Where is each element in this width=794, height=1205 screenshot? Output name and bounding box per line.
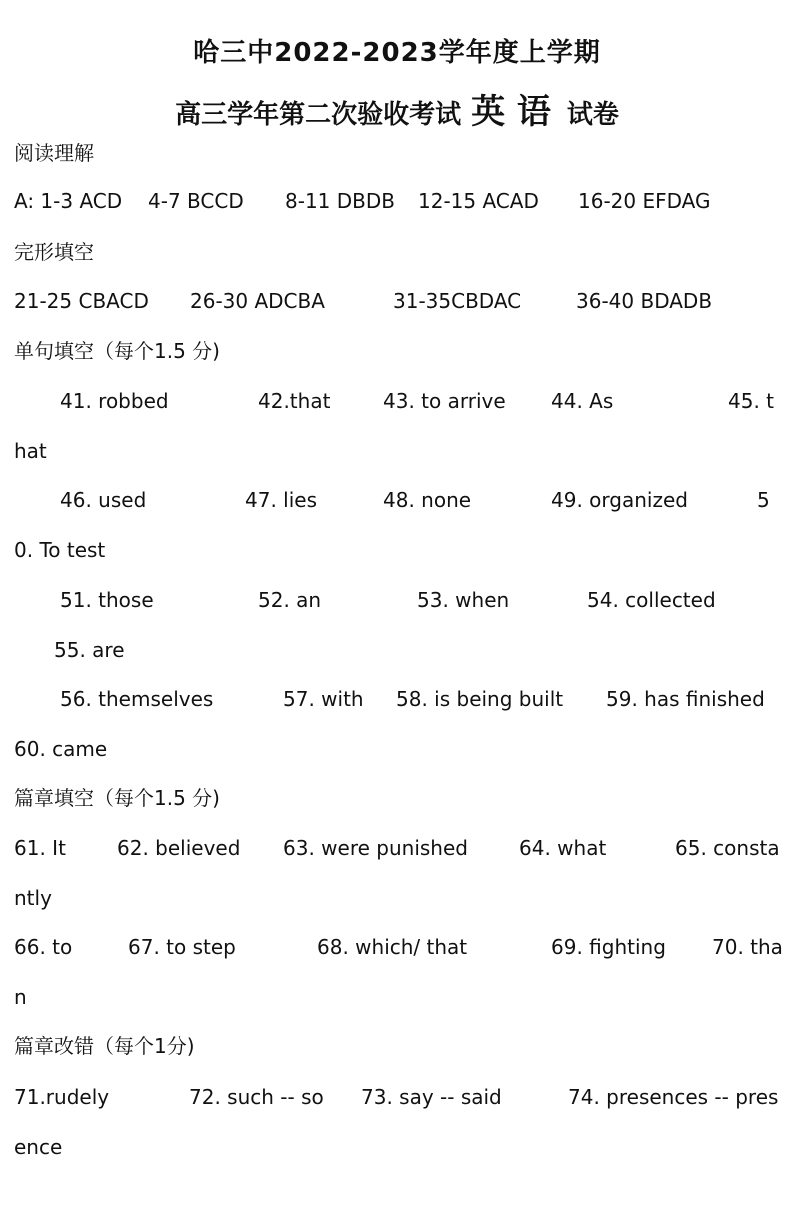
section-heading-single [0, 336, 794, 366]
answer-item: 71.rudely [14, 1085, 110, 1109]
answer-row-single-2 [0, 485, 794, 515]
answer-item: 69. fighting [551, 935, 666, 959]
title-prefix: 高三学年第二次验收考试 [175, 100, 462, 130]
answer-item: 52. an [258, 588, 322, 612]
answer-item: 61. It [14, 836, 66, 860]
answer-item: 68. which/ that [317, 935, 468, 959]
answer-item: n [14, 985, 27, 1009]
answer-item: ence [14, 1135, 63, 1159]
answer-item: 41. robbed [60, 389, 169, 413]
answer-item: 49. organized [551, 488, 688, 512]
answer-item: 21-25 CBACD [14, 289, 149, 313]
answer-row-passage-2 [0, 932, 794, 962]
answer-item: 72. such -- so [189, 1085, 324, 1109]
answer-item: 73. say -- said [361, 1085, 502, 1109]
title-line-1: 哈三中2022-2023学年度上学期 [193, 38, 601, 68]
answer-item: A: 1-3 ACD [14, 189, 123, 213]
answer-item: 64. what [519, 836, 607, 860]
title-suffix: 试卷 [566, 100, 619, 130]
answer-item: 44. As [551, 389, 614, 413]
answer-item: 31-35CBDAC [393, 289, 522, 313]
answer-item: 53. when [417, 588, 510, 612]
answer-item: 42.that [258, 389, 331, 413]
answer-item: 5 [757, 488, 770, 512]
answer-row-single-3-wrap [0, 635, 794, 665]
answer-item: 46. used [60, 488, 147, 512]
answer-row-single-1-wrap [0, 436, 794, 466]
heading-text: 完形填空 [14, 240, 94, 264]
answer-item: 70. tha [712, 935, 783, 959]
answer-item: 55. are [54, 638, 125, 662]
answer-item: 36-40 BDADB [576, 289, 713, 313]
answer-row-single-1 [0, 386, 794, 416]
answer-item: ntly [14, 886, 52, 910]
answer-row-cloze [0, 286, 794, 316]
answer-row-passage-1-wrap [0, 883, 794, 913]
answer-item: 66. to [14, 935, 73, 959]
answer-item: 54. collected [587, 588, 716, 612]
answer-row-single-4 [0, 684, 794, 714]
answer-item: 57. with [283, 687, 364, 711]
section-heading-correction [0, 1031, 794, 1061]
answer-item: 43. to arrive [383, 389, 506, 413]
answer-item: 59. has finished [606, 687, 765, 711]
title-line-2 [0, 84, 794, 133]
answer-item: 26-30 ADCBA [190, 289, 325, 313]
heading-text: 单句填空（每个1.5 分) [14, 339, 220, 363]
answer-item: 4-7 BCCD [148, 189, 244, 213]
answer-row-correction-1 [0, 1082, 794, 1112]
answer-item: 51. those [60, 588, 154, 612]
answer-item: 12-15 ACAD [418, 189, 539, 213]
answer-item: 0. To test [14, 538, 106, 562]
answer-row-reading [0, 186, 794, 216]
section-heading-cloze [0, 237, 794, 267]
section-heading-reading [0, 138, 794, 168]
title-subject: 英 语 [471, 92, 551, 132]
answer-row-correction-1-wrap [0, 1132, 794, 1162]
answer-item: 62. believed [117, 836, 241, 860]
answer-row-single-2-wrap [0, 535, 794, 565]
answer-item: 56. themselves [60, 687, 214, 711]
heading-text: 篇章填空（每个1.5 分) [14, 786, 220, 810]
heading-text: 阅读理解 [14, 141, 94, 165]
answer-item: 58. is being built [396, 687, 564, 711]
answer-row-single-3 [0, 585, 794, 615]
answer-item: 16-20 EFDAG [578, 189, 711, 213]
answer-item: 63. were punished [283, 836, 468, 860]
heading-text: 篇章改错（每个1分) [14, 1034, 195, 1058]
answer-row-passage-2-wrap [0, 982, 794, 1012]
answer-item: 45. t [728, 389, 775, 413]
answer-row-single-4-wrap [0, 734, 794, 764]
answer-item: 67. to step [128, 935, 236, 959]
answer-row-passage-1 [0, 833, 794, 863]
section-heading-passage [0, 783, 794, 813]
answer-item: 48. none [383, 488, 472, 512]
answer-item: 8-11 DBDB [285, 189, 395, 213]
answer-item: 65. consta [675, 836, 780, 860]
answer-item: hat [14, 439, 47, 463]
answer-item: 47. lies [245, 488, 318, 512]
answer-item: 74. presences -- pres [568, 1085, 779, 1109]
answer-item: 60. came [14, 737, 108, 761]
